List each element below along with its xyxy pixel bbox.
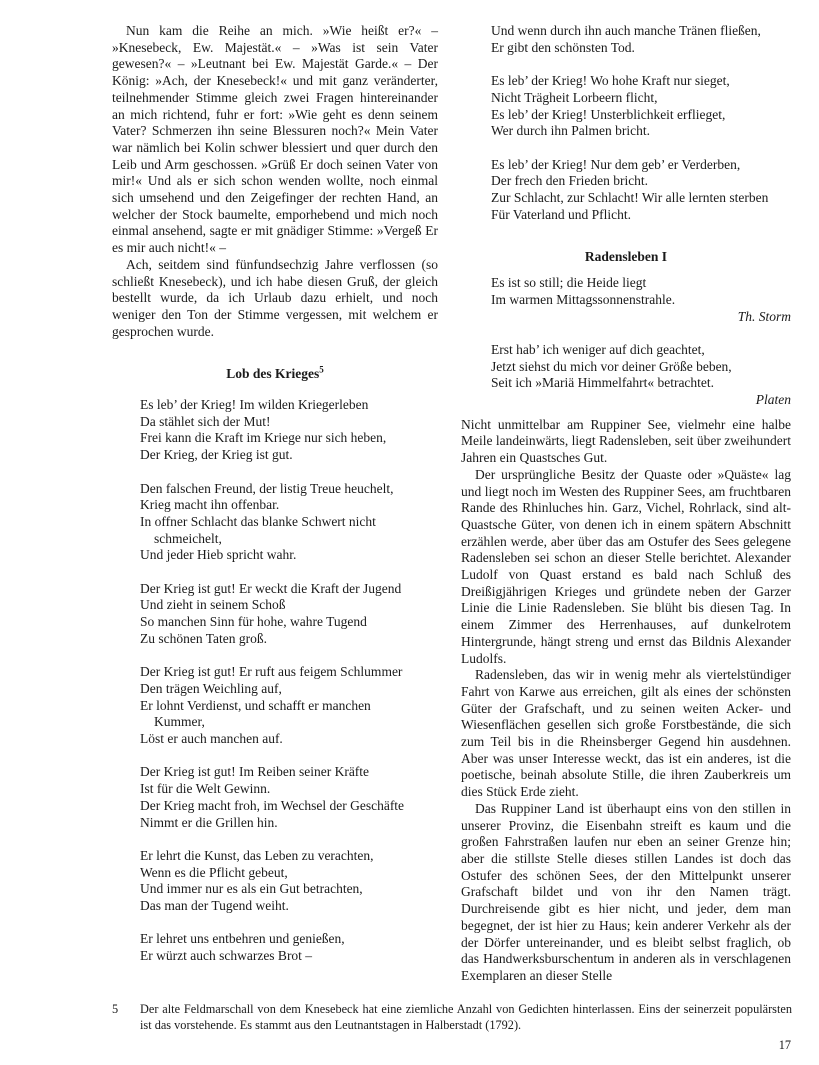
motto-line: Jetzt siehst du mich vor deiner Größe beben, (491, 358, 732, 374)
verse-line: Und immer nur es als ein Gut betrachten, (140, 881, 363, 897)
verse-line: In offner Schlacht das blanke Schwert nicht (140, 513, 376, 529)
body-paragraph: Radensleben, das wir in wenig mehr als viertelstündiger Fahrt von Karwe aus erreichen, gilt als eines der schönsten Güter der Grafschaft, und zu seinen weiten Acker- und Wiesenflächen gesellen sich große Forstbestände, die sich zum Teil bis in die Rheinsberger Gegend hin ausdehnen. Aber was unser Interesse weckt, das ist ein anderes, ist die poetische, beinah absolute Stille, die ihren Zauberkreis um dies Stück Erde zieht. (461, 667, 791, 800)
verse-line: Ist für die Welt Gewinn. (140, 781, 271, 797)
left-column (112, 23, 438, 982)
poem-stanza (491, 73, 791, 140)
prose-paragraph-1: Nun kam die Reihe an mich. »Wie heißt er?« – »Knesebeck, Ew. Majestät.« – »Was ist sein Vater gewesen?« – »Leutnant bei Ew. Majestät Garde.« – Der König: »Ach, der Knesebeck!« und mit ganz veränderter, teilnehmender Stimme gleich zwei Fragen hintereinander an mich richtend, fuhr er fort: »Wie geht es denn seinem Vater? Schmerzen ihn seine Blessuren noch?« Mein Vater war nämlich bei Kolin schwer blessiert und quer durch den Leib und Arm geschossen. »Grüß Er doch seinen Vater von mir!« Und als er sich schon wenden wollte, noch einmal sich umsehend und den Zeigefinger der rechten Hand, an welcher der Stock baumelte, emporhebend und mich noch einmal ansehend, sagte er mit gnädiger Stimme: »Vergeß Er es mir auch nicht!« – (112, 23, 438, 256)
verse-line: Zu schönen Taten groß. (140, 630, 268, 646)
poem-stanza (140, 397, 438, 464)
verse-line: Wer durch ihn Palmen bricht. (491, 123, 650, 139)
verse-line: Löst er auch manchen auf. (140, 731, 283, 747)
verse-line: Der frech den Frieden bricht. (491, 173, 649, 189)
motto-platen (461, 342, 791, 409)
verse-line: Der Krieg ist gut! Er ruft aus feigem Schlummer (140, 664, 403, 680)
verse-line: Und wenn durch ihn auch manche Tränen fließen, (491, 23, 761, 38)
verse-line: Das man der Tugend weiht. (140, 898, 289, 914)
body-paragraph: Das Ruppiner Land ist überhaupt eins von den stillen in unserer Provinz, die Eisenbahn streift es kaum und die großen Fahrstraßen laufen nur eben an seiner Grenze hin; aber die stillste Stelle dieses stillen Landes ist doch das Ostufer des schönen Sees, der den Mittelpunkt unserer Grafschaft bildet und von ihr den Namen trägt. Durchreisende gibt es hier nicht, und jeder, dem man begegnet, der ist hier zu Haus; kein anderer Verkehr als der der Dörfer untereinander, und es bleibt selbst fraglich, ob das Handwerksburschentum in anderen als in verschlagenen Exemplaren an dieser Stelle (461, 800, 791, 983)
verse-line-continuation: Kummer, (154, 714, 205, 730)
verse-line: Und zieht in seinem Schoß (140, 597, 286, 613)
verse-line: Krieg macht ihn offenbar. (140, 497, 280, 513)
poem-lob-des-krieges (112, 397, 438, 965)
verse-line: Er würzt auch schwarzes Brot – (140, 948, 313, 964)
verse-line: Er gibt den schönsten Tod. (491, 39, 635, 55)
motto-line: Im warmen Mittagssonnenstrahle. (491, 291, 676, 307)
poem-stanza (491, 157, 791, 224)
verse-line: Es leb’ der Krieg! Nur dem geb’ er Verderben, (491, 156, 741, 172)
page-number: 17 (778, 1038, 791, 1052)
verse-line: Es leb’ der Krieg! Unsterblichkeit erflieget, (491, 106, 726, 122)
verse-line: Da stählet sich der Mut! (140, 413, 271, 429)
verse-line: Für Vaterland und Pflicht. (491, 206, 631, 222)
verse-line: Nicht Trägheit Lorbeern flicht, (491, 89, 658, 105)
verse-line: Er lehret uns entbehren und genießen, (140, 931, 345, 947)
verse-line: Er lehrt die Kunst, das Leben zu verachten, (140, 847, 374, 863)
poem-stanza (140, 481, 438, 565)
motto-author: Platen (755, 392, 791, 408)
verse-line: Der Krieg, der Krieg ist gut. (140, 447, 293, 463)
verse-line: So manchen Sinn für hohe, wahre Tugend (140, 614, 367, 630)
poem-stanza (140, 931, 438, 964)
verse-line: Es leb’ der Krieg! Wo hohe Kraft nur sieget, (491, 73, 730, 89)
footnote (112, 1002, 792, 1033)
verse-line-continuation: schmeichelt, (154, 530, 222, 546)
prose-paragraph-2: Ach, seitdem sind fünfundsechzig Jahre verflossen (so schließt Knesebeck), und ich habe diesen Gruß, der gleich bestellt wurde, da ich Urlaub dazu erhielt, und noch weniger den Ton der Stimme vergessen, mit welchem er gesprochen wurde. (112, 256, 438, 339)
verse-line: Der Krieg macht froh, im Wechsel der Geschäfte (140, 797, 405, 813)
verse-line: Der Krieg ist gut! Im Reiben seiner Kräfte (140, 764, 370, 780)
poem-title-text: Lob des Krieges (226, 366, 320, 382)
poem-stanza (140, 581, 438, 648)
verse-line: Den trägen Weichling auf, (140, 680, 282, 696)
verse-line: Zur Schlacht, zur Schlacht! Wir alle lernten sterben (491, 190, 769, 205)
poem-stanza (140, 764, 438, 831)
verse-line: Der Krieg ist gut! Er weckt die Kraft der Jugend (140, 580, 402, 596)
body-paragraph: Nicht unmittelbar am Ruppiner See, vielmehr eine halbe Meile landeinwärts, liegt Radensleben, seit über zweihundert Jahren ein Quastsches Gut. (461, 416, 791, 466)
motto-storm (461, 275, 791, 325)
verse-line: Frei kann die Kraft im Kriege nur sich heben, (140, 430, 387, 446)
poem-lob-des-krieges-continued (461, 23, 791, 223)
poem-stanza (140, 848, 438, 915)
motto-line: Erst hab’ ich weniger auf dich geachtet, (491, 341, 705, 357)
verse-line: Und jeder Hieb spricht wahr. (140, 547, 297, 563)
motto-line: Seit ich »Mariä Himmelfahrt« betrachtet. (491, 375, 715, 391)
right-column (461, 23, 791, 985)
verse-line: Nimmt er die Grillen hin. (140, 814, 278, 830)
section-title: Radensleben I (584, 249, 668, 265)
verse-line: Er lohnt Verdienst, und schafft er manchen (140, 697, 371, 713)
footnote-number: 5 (112, 1002, 119, 1016)
radensleben-body (461, 417, 791, 985)
verse-line: Es leb’ der Krieg! Im wilden Kriegerleben (140, 397, 369, 413)
footnote-marker: 5 (319, 364, 324, 375)
poem-stanza (140, 664, 438, 748)
footnote-text: Der alte Feldmarschall von dem Knesebeck hat eine ziemliche Anzahl von Gedichten hinterlassen. Eins der seinerzeit populärsten ist das vorstehende. Es stammt aus den Leutnantstagen in Halberstadt (1792). (140, 1002, 792, 1032)
verse-line: Den falschen Freund, der listig Treue heuchelt, (140, 480, 394, 496)
motto-line: Es ist so still; die Heide liegt (491, 275, 647, 291)
body-paragraph: Der ursprüngliche Besitz der Quaste oder »Quäste« lag und liegt noch im Westen des Ruppiner Sees, am fruchtbaren Rande des Rhinluches hin. Garz, Vichel, Rohrlack, sind alt-Quastsche Güter, von denen ich in einem spätern Abschnitt erzählen werde, aber über das am Ostufer des Sees gelegene Radensleben sei schon an dieser Stelle berichtet. Alexander Ludolf von Quast erstand es bald nach Schluß des Dreißigjährigen Krieges und gründete neben der Garzer Linie die Linie Radensleben. Sie blüht bis diesen Tag. In einem Zimmer des Herrenhauses, auf dunkelrotem Hintergrunde, hängt streng und ernst das Bildnis Alexander Ludolfs. (461, 466, 791, 666)
poem-stanza (491, 23, 791, 56)
motto-author: Th. Storm (737, 308, 791, 324)
poem-title (112, 366, 438, 383)
verse-line: Wenn es die Pflicht gebeut, (140, 864, 288, 880)
